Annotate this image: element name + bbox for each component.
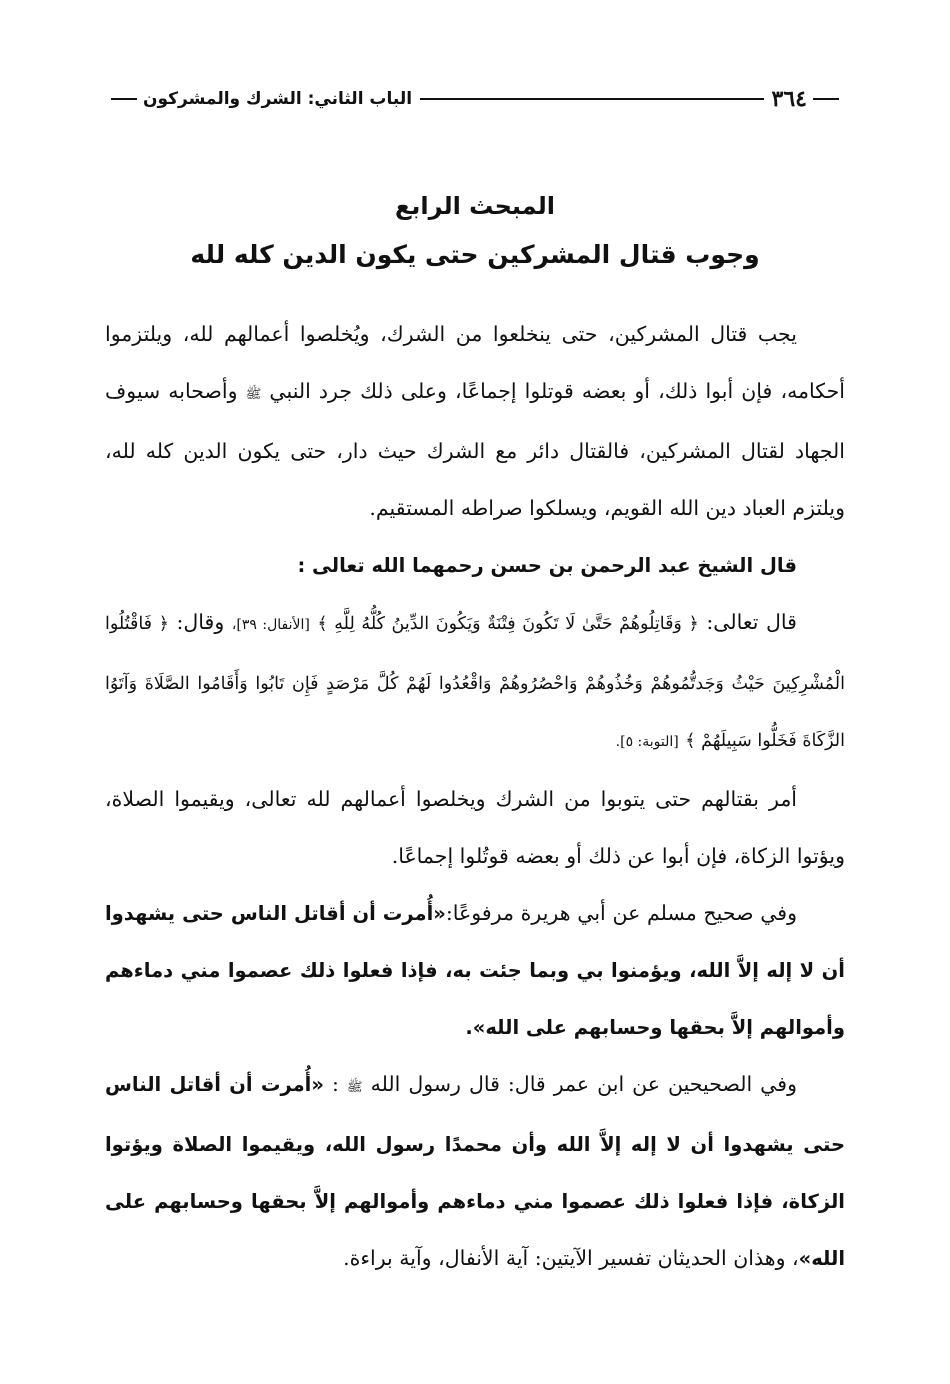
section-subtitle: وجوب قتال المشركين حتى يكون الدين كله لله bbox=[190, 240, 760, 269]
paragraph-1-text: يجب قتال المشركين، حتى ينخلعوا من الشرك، ويُخلصوا أعمالهم لله، ويلتزموا أحكامه، فإن أبوا ذلك، أو بعضه قوتلوا إجماعًا، وعلى ذلك جرد النبي bbox=[105, 322, 845, 403]
verse-tawbah: ﴿ فَاقْتُلُوا الْمُشْرِكِينَ حَيْثُ وَجَدتُّمُوهُمْ وَخُذُوهُمْ وَاحْصُرُوهُمْ وَاقْعُدُوا لَهُمْ كُلَّ مَرْصَدٍ فَإِن تَابُوا وَأَقَامُوا الصَّلَاةَ وَآتَوُا الزَّكَاةَ فَخَلُّوا سَبِيلَهُمْ ﴾ bbox=[105, 614, 845, 751]
body-text bbox=[105, 306, 845, 1287]
hadith-muslim-text: «أُمرت أن أقاتل الناس حتى يشهدوا أن لا إله إلاَّ الله، ويؤمنوا بي وبما جئت به، فإذا فعلوا ذلك عصموا مني دماءهم وأموالهم إلاَّ بحقها وحسابهم على الله». bbox=[105, 902, 845, 1039]
verse-tawbah-reference: [التوبة: ٥]. bbox=[615, 734, 679, 750]
header-rule-left bbox=[111, 98, 137, 100]
paragraph-2 bbox=[105, 537, 845, 594]
honorific-mark: ﷺ bbox=[245, 387, 262, 402]
honorific-mark-2: ﷺ bbox=[346, 1080, 363, 1095]
verse-anfal: ﴿ وَقَاتِلُوهُمْ حَتَّىٰ لَا تَكُونَ فِتْنَةٌ وَيَكُونَ الدِّينُ كُلُّهُ لِلَّهِ ﴾ bbox=[317, 614, 699, 634]
verse-and: وقال: bbox=[176, 610, 225, 634]
header-rule-middle bbox=[420, 98, 763, 100]
chapter-title: الباب الثاني: الشرك والمشركون bbox=[143, 89, 413, 109]
header-rule-right bbox=[813, 98, 839, 100]
paragraph-4 bbox=[105, 771, 845, 885]
hadith-sahihayn-text: «أُمرت أن أقاتل الناس حتى يشهدوا أن لا إله إلاَّ الله وأن محمدًا رسول الله، ويقيموا الصلاة ويؤتوا الزكاة، فإذا فعلوا ذلك عصموا مني دماءهم وأموالهم إلاَّ بحقها وحسابهم على الله» bbox=[105, 1073, 845, 1270]
paragraph-6 bbox=[105, 1056, 845, 1287]
hadith-muslim-intro: وفي صحيح مسلم عن أبي هريرة مرفوعًا: bbox=[445, 901, 797, 925]
verse-anfal-reference: [الأنفال: ٣٩]، bbox=[231, 617, 310, 633]
paragraph-3 bbox=[105, 594, 845, 771]
paragraph-4-text: أمر بقتالهم حتى يتوبوا من الشرك ويخلصوا أعمالهم لله تعالى، ويقيموا الصلاة، ويؤتوا الزكاة، فإن أبوا عن ذلك أو بعضه قوتُلوا إجماعًا. bbox=[105, 787, 845, 868]
hadith-sahihayn-outro: ، وهذان الحديثان تفسير الآيتين: آية الأنفال، وآية براءة. bbox=[343, 1246, 799, 1270]
hadith-colon: : bbox=[331, 1072, 339, 1096]
verse-intro: قال تعالى: bbox=[706, 610, 797, 634]
running-header bbox=[105, 84, 845, 114]
hadith-sahihayn-intro: وفي الصحيحين عن ابن عمر قال: قال رسول الله bbox=[370, 1072, 797, 1096]
paragraph-1-continuation: وأصحابه سيوف الجهاد لقتال المشركين، فالقتال دائر مع الشرك حيث دار، حتى يكون الدين كله لله، ويلتزم العباد دين الله القويم، ويسلكوا صراطه المستقيم. bbox=[105, 379, 845, 520]
paragraph-1 bbox=[105, 306, 845, 537]
paragraph-5 bbox=[105, 885, 845, 1056]
section-title: المبحث الرابع bbox=[395, 192, 555, 220]
page-number: ٣٦٤ bbox=[771, 86, 807, 112]
quote-attribution: قال الشيخ عبد الرحمن بن حسن رحمهما الله تعالى : bbox=[297, 554, 797, 577]
